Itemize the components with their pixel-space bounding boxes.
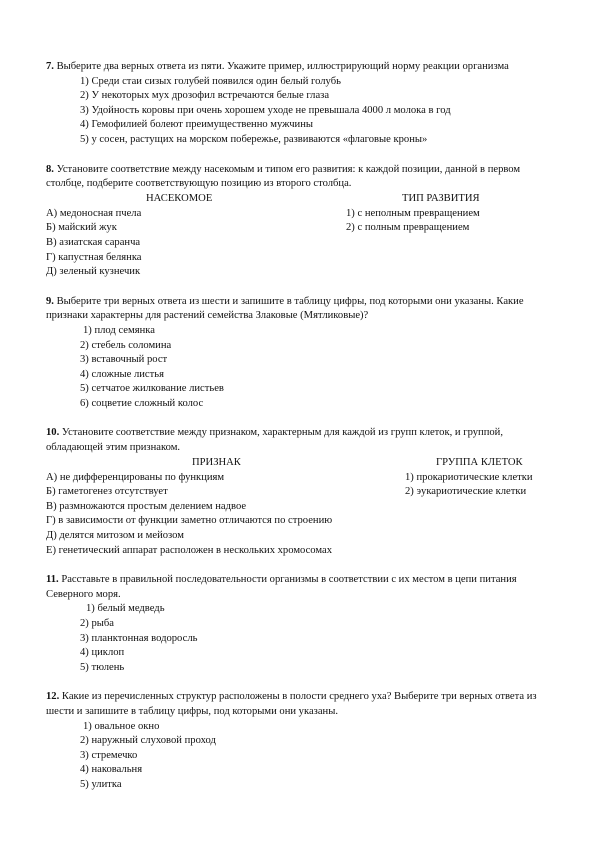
left-item: В) азиатская саранча (46, 236, 141, 248)
right-column (346, 207, 552, 280)
question-8 (46, 163, 552, 280)
question-12-prompt (46, 690, 552, 719)
answer-option: 2) рыба (80, 618, 114, 629)
question-9 (46, 295, 552, 412)
question-number: 11. (46, 574, 59, 586)
answer-option: 3) стремечко (80, 749, 138, 761)
column-header-right: ТИП РАЗВИТИЯ (402, 192, 480, 204)
matching-columns (46, 471, 552, 559)
answer-option: 3) планктонная водоросль (80, 632, 198, 644)
question-8-prompt (46, 163, 552, 192)
left-item: В) размножаются простым делением надвое (46, 500, 247, 512)
answer-option: 5) сетчатое жилкование листьев (80, 383, 224, 395)
left-item: Д) делятся митозом и мейозом (46, 530, 184, 542)
question-text: Какие из перечисленных структур расположены в полости среднего уха? Выберите три верных ответа из шести и запишите в таблицу цифры, под которыми они указаны. (46, 691, 537, 717)
left-item: Е) генетический аппарат расположен в нескольких хромосомах (46, 544, 333, 556)
answer-option: 4) Гемофилией болеют преимущественно мужчины (80, 119, 314, 131)
answer-option: 1) овальное окно (83, 720, 160, 732)
column-header-left: НАСЕКОМОЕ (146, 192, 213, 204)
question-text: Установите соответствие между насекомым и типом его развития: к каждой позиции, данной в первом столбце, подберите соответствующую позицию из второго столбца. (46, 163, 521, 190)
right-item: 1) с неполным превращением (346, 207, 480, 219)
left-item: Б) гаметогенез отсутствует (46, 486, 168, 498)
question-7-prompt (46, 60, 552, 75)
answer-options (46, 720, 552, 793)
right-item: 2) с полным превращением (346, 222, 470, 234)
right-item: 1) прокариотические клетки (405, 471, 533, 483)
answer-option: 3) Удойность коровы при очень хорошем уходе не превышала 4000 л молока в год (80, 104, 451, 116)
answer-option: 5) у сосен, растущих на морском побережье, развиваются «флаговые кроны» (80, 133, 428, 145)
left-item: Д) зеленый кузнечик (46, 266, 141, 278)
left-column (46, 471, 405, 559)
matching-columns (46, 207, 552, 280)
right-column (405, 471, 552, 559)
answer-option: 4) циклоп (80, 647, 125, 659)
answer-option: 1) белый медведь (86, 603, 165, 615)
worksheet-page (46, 60, 552, 808)
question-9-prompt (46, 295, 552, 324)
answer-option: 2) У некоторых мух дрозофил встречаются белые глаза (80, 90, 330, 102)
left-item: А) медоносная пчела (46, 207, 142, 219)
question-text: Выберите три верных ответа из шести и запишите в таблицу цифры, под которыми они указаны. Какие признаки характерны для растений семейства Злаковые (Мятликовые)? (46, 295, 524, 322)
answer-option: 4) наковальня (80, 764, 143, 776)
question-number: 7. (46, 61, 54, 72)
question-11-prompt (46, 573, 552, 602)
answer-option: 2) стебель соломина (80, 339, 172, 351)
question-text: Расставьте в правильной последовательности организмы в соответствии с их местом в цепи питания Северного моря. (46, 574, 517, 600)
question-10 (46, 426, 552, 558)
question-text: Выберите два верных ответа из пяти. Укажите пример, иллюстрирующий норму реакции организма (56, 61, 509, 72)
column-headers (46, 456, 552, 471)
answer-option: 1) Среди стаи сизых голубей появился один белый голубь (80, 75, 341, 87)
left-item: Б) майский жук (46, 222, 117, 234)
answer-option: 2) наружный слуховой проход (80, 735, 216, 747)
question-number: 8. (46, 163, 54, 175)
question-12 (46, 690, 552, 792)
left-item: Г) в зависимости от функции заметно отличаются по строению (46, 515, 333, 527)
answer-options (46, 324, 552, 412)
answer-options (46, 602, 552, 675)
left-item: А) не дифференцированы по функциям (46, 471, 225, 483)
left-column (46, 207, 346, 280)
question-number: 12. (46, 691, 60, 703)
answer-options (46, 75, 552, 148)
column-header-right: ГРУППА КЛЕТОК (436, 456, 523, 468)
question-number: 9. (46, 295, 54, 307)
right-item: 2) эукариотические клетки (405, 486, 527, 498)
question-7 (46, 60, 552, 148)
column-headers (46, 192, 552, 207)
left-item: Г) капустная белянка (46, 251, 142, 263)
question-text: Установите соответствие между признаком, характерным для каждой из групп клеток, и группой, обладающей этим признаком. (46, 427, 503, 454)
question-11 (46, 573, 552, 675)
answer-option: 5) улитка (80, 778, 122, 790)
question-number: 10. (46, 427, 60, 439)
answer-option: 4) сложные листья (80, 368, 164, 380)
column-header-left: ПРИЗНАК (192, 456, 241, 468)
answer-option: 6) соцветие сложный колос (80, 397, 204, 409)
answer-option: 5) тюлень (80, 661, 125, 673)
question-10-prompt (46, 426, 552, 455)
answer-option: 3) вставочный рост (80, 354, 168, 366)
answer-option: 1) плод семянка (83, 324, 155, 336)
